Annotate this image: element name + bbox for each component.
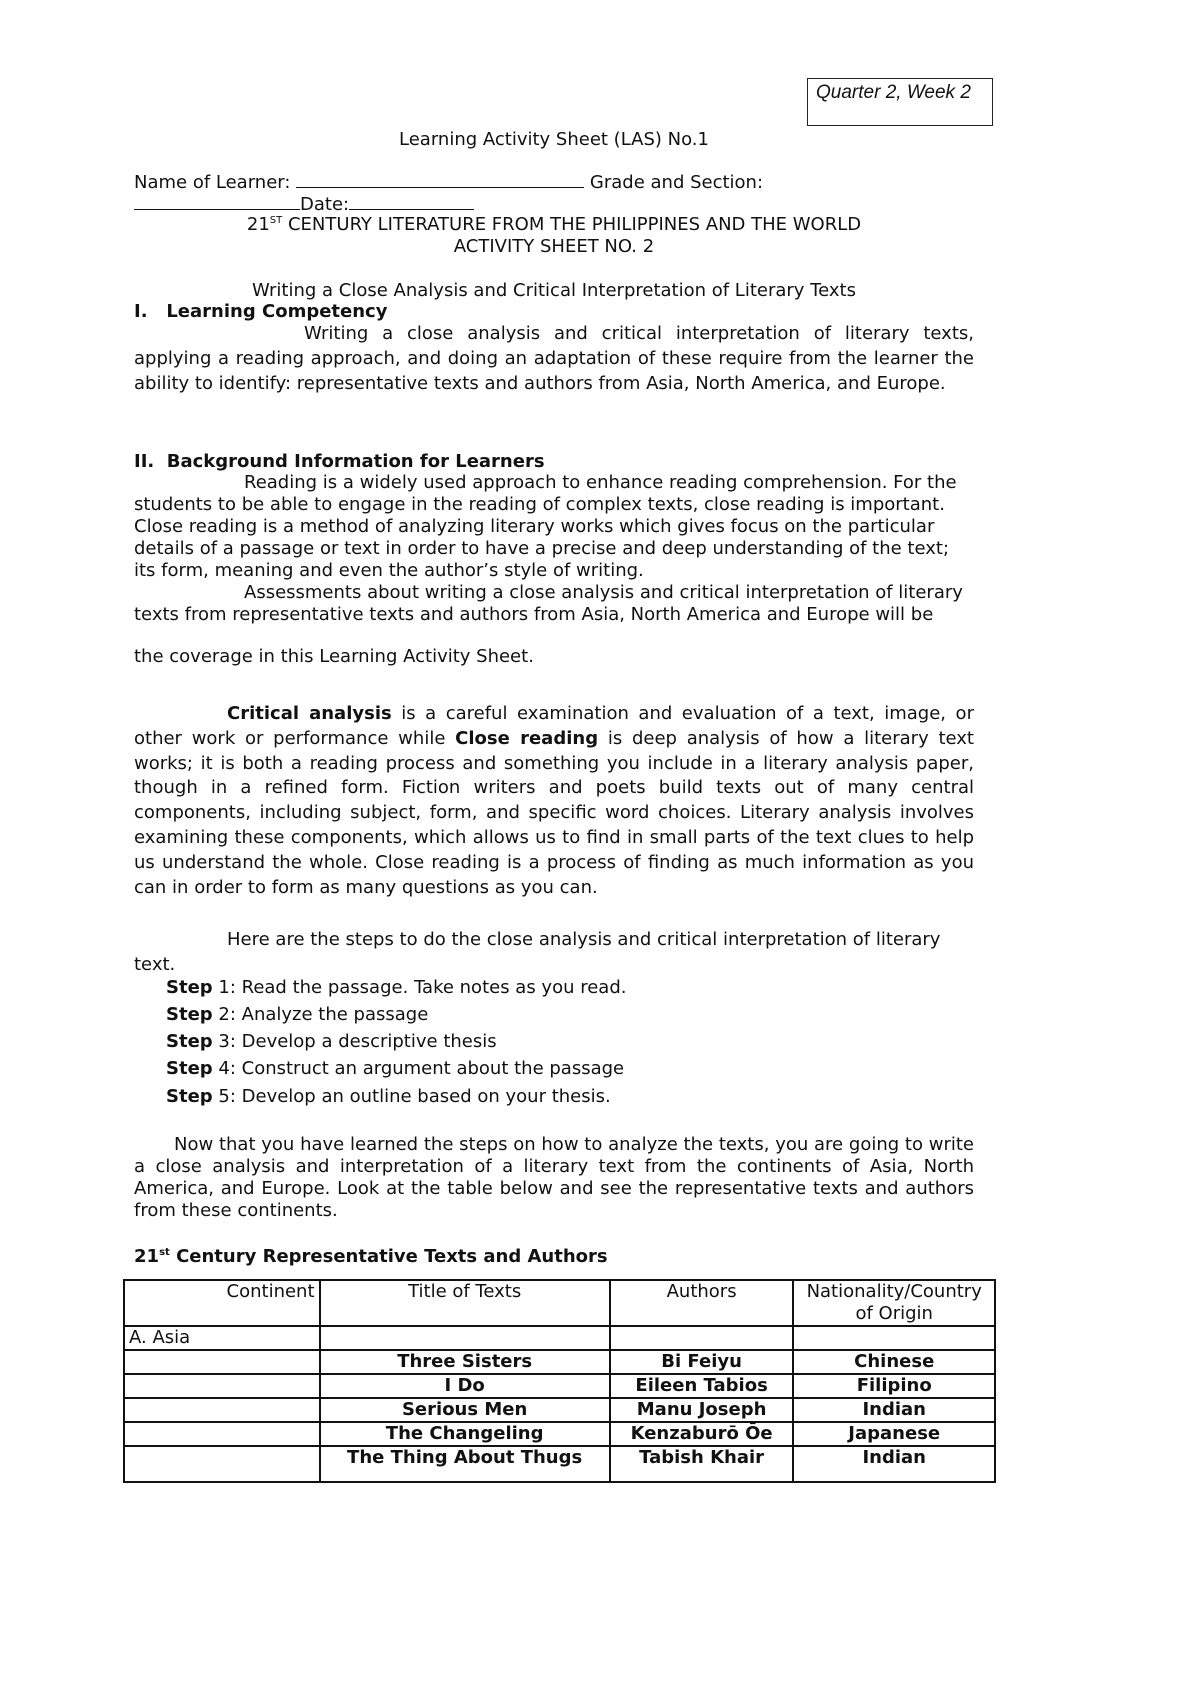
course-rest: CENTURY LITERATURE FROM THE PHILIPPINES AND THE WORLD bbox=[282, 214, 862, 235]
step-text: 2: Analyze the passage bbox=[212, 1004, 429, 1025]
empty-cell bbox=[610, 1326, 794, 1350]
table-row bbox=[124, 1374, 995, 1398]
step-label: Step bbox=[166, 1058, 213, 1079]
date-label: Date: bbox=[300, 194, 350, 215]
cell-title: Three Sisters bbox=[320, 1350, 610, 1374]
activity-title: ACTIVITY SHEET NO. 2 bbox=[453, 236, 655, 257]
table-title-rest: Century Representative Texts and Authors bbox=[169, 1246, 608, 1267]
background-p2: Assessments about writing a close analysis and critical interpretation of literary texts from representative texts and authors from Asia, North America and Europe will be bbox=[134, 582, 963, 625]
cell-continent bbox=[124, 1398, 320, 1422]
section2-heading: II. Background Information for Learners bbox=[134, 451, 545, 472]
critical-analysis-paragraph bbox=[134, 702, 974, 900]
cell-author: Bi Feiyu bbox=[610, 1350, 794, 1374]
closing-paragraph: Now that you have learned the steps on how to analyze the texts, you are going to write a close analysis and interpretation of a literary text from the continents of Asia, North America, and Europe. Look at the table below and see the representative texts and authors from these continents. bbox=[134, 1134, 974, 1221]
table-row bbox=[124, 1350, 995, 1374]
cell-nationality: Filipino bbox=[793, 1374, 995, 1398]
step-label: Step bbox=[166, 1004, 213, 1025]
header-continent: Continent bbox=[124, 1280, 320, 1326]
cell-title: I Do bbox=[320, 1374, 610, 1398]
cell-author: Tabish Khair bbox=[610, 1446, 794, 1482]
table-section-row bbox=[124, 1326, 995, 1350]
cell-continent bbox=[124, 1374, 320, 1398]
steps-intro: Here are the steps to do the close analysis and critical interpretation of literary text. bbox=[134, 929, 941, 975]
background-p1: Reading is a widely used approach to enhance reading comprehension. For the students to be able to engage in the reading of complex texts, close reading is important. Close reading is a method of analyzing literary works which gives focus on the particular details of a passage or text in order to have a precise and deep understanding of the text; its form, meaning and even the author’s style of writing. bbox=[134, 472, 957, 581]
step-1 bbox=[166, 977, 627, 998]
table-title bbox=[134, 1246, 608, 1267]
cell-title: The Changeling bbox=[320, 1422, 610, 1446]
cell-author: Manu Joseph bbox=[610, 1398, 794, 1422]
learner-info-line bbox=[134, 171, 763, 193]
subtitle: Writing a Close Analysis and Critical Interpretation of Literary Texts bbox=[252, 280, 856, 301]
quarter-week-box: Quarter 2, Week 2 bbox=[807, 78, 993, 126]
date-field[interactable] bbox=[349, 193, 474, 210]
course-title bbox=[134, 214, 974, 235]
cell-title: Serious Men bbox=[320, 1398, 610, 1422]
cell-continent bbox=[124, 1350, 320, 1374]
analysis-text-1: is a careful examination and evaluation of a text, image, or other work or performance while bbox=[134, 703, 974, 749]
step-text: 4: Construct an argument about the passage bbox=[212, 1058, 625, 1079]
step-4 bbox=[166, 1058, 624, 1079]
cell-continent bbox=[124, 1446, 320, 1482]
step-label: Step bbox=[166, 1031, 213, 1052]
header-nationality: Nationality/Country of Origin bbox=[793, 1280, 995, 1326]
term-close-reading: Close reading bbox=[455, 727, 599, 749]
term-critical-analysis: Critical analysis bbox=[227, 703, 392, 724]
course-sup: ST bbox=[269, 215, 283, 226]
cell-author: Kenzaburō Ōe bbox=[610, 1422, 794, 1446]
course-prefix: 21 bbox=[246, 214, 270, 235]
table-title-sup: st bbox=[159, 1247, 170, 1258]
section1-text: Writing a close analysis and critical interpretation of literary texts, applying a reading approach, and doing an adaptation of these require from the learner the ability to identify: representative texts and authors from Asia, North America, and Europe. bbox=[134, 323, 974, 394]
step-2 bbox=[166, 1004, 428, 1025]
grade-label: Grade and Section: bbox=[589, 172, 764, 193]
sheet-title: Learning Activity Sheet (LAS) No.1 bbox=[399, 129, 709, 150]
empty-cell bbox=[320, 1326, 610, 1350]
step-label: Step bbox=[166, 1086, 213, 1107]
representative-texts-table bbox=[123, 1279, 996, 1483]
cell-title: The Thing About Thugs bbox=[320, 1446, 610, 1482]
cell-nationality: Japanese bbox=[793, 1422, 995, 1446]
step-text: 5: Develop an outline based on your thesis. bbox=[212, 1086, 611, 1107]
name-field[interactable] bbox=[296, 171, 584, 188]
grade-field[interactable] bbox=[134, 193, 300, 210]
cell-author: Eileen Tabios bbox=[610, 1374, 794, 1398]
step-label: Step bbox=[166, 977, 213, 998]
cell-nationality: Chinese bbox=[793, 1350, 995, 1374]
empty-cell bbox=[793, 1326, 995, 1350]
background-p2b: the coverage in this Learning Activity Sheet. bbox=[134, 646, 534, 667]
table-row bbox=[124, 1446, 995, 1482]
cell-nationality: Indian bbox=[793, 1398, 995, 1422]
table-header-row bbox=[124, 1280, 995, 1326]
section-asia: A. Asia bbox=[124, 1326, 320, 1350]
step-text: 3: Develop a descriptive thesis bbox=[212, 1031, 497, 1052]
date-line bbox=[134, 193, 474, 215]
cell-continent bbox=[124, 1422, 320, 1446]
step-text: 1: Read the passage. Take notes as you read. bbox=[212, 977, 627, 998]
header-title: Title of Texts bbox=[320, 1280, 610, 1326]
table-title-prefix: 21 bbox=[134, 1246, 160, 1267]
header-authors: Authors bbox=[610, 1280, 794, 1326]
step-5 bbox=[166, 1086, 611, 1107]
name-label: Name of Learner: bbox=[134, 172, 291, 193]
cell-nationality: Indian bbox=[793, 1446, 995, 1482]
step-3 bbox=[166, 1031, 497, 1052]
section1-heading: I. Learning Competency bbox=[134, 301, 388, 322]
table-row bbox=[124, 1422, 995, 1446]
analysis-text-2: is deep analysis of how a literary text works; it is both a reading process and something you include in a literary analysis paper, though in a refined form. Fiction writers and poets build texts out of many central components, including subject, form, and specific word choices. Literary analysis involves examining these components, which allows us to find in small parts of the text clues to help us understand the whole. Close reading is a process of finding as much information as you can in order to form as many questions as you can. bbox=[134, 727, 974, 898]
table-row bbox=[124, 1398, 995, 1422]
